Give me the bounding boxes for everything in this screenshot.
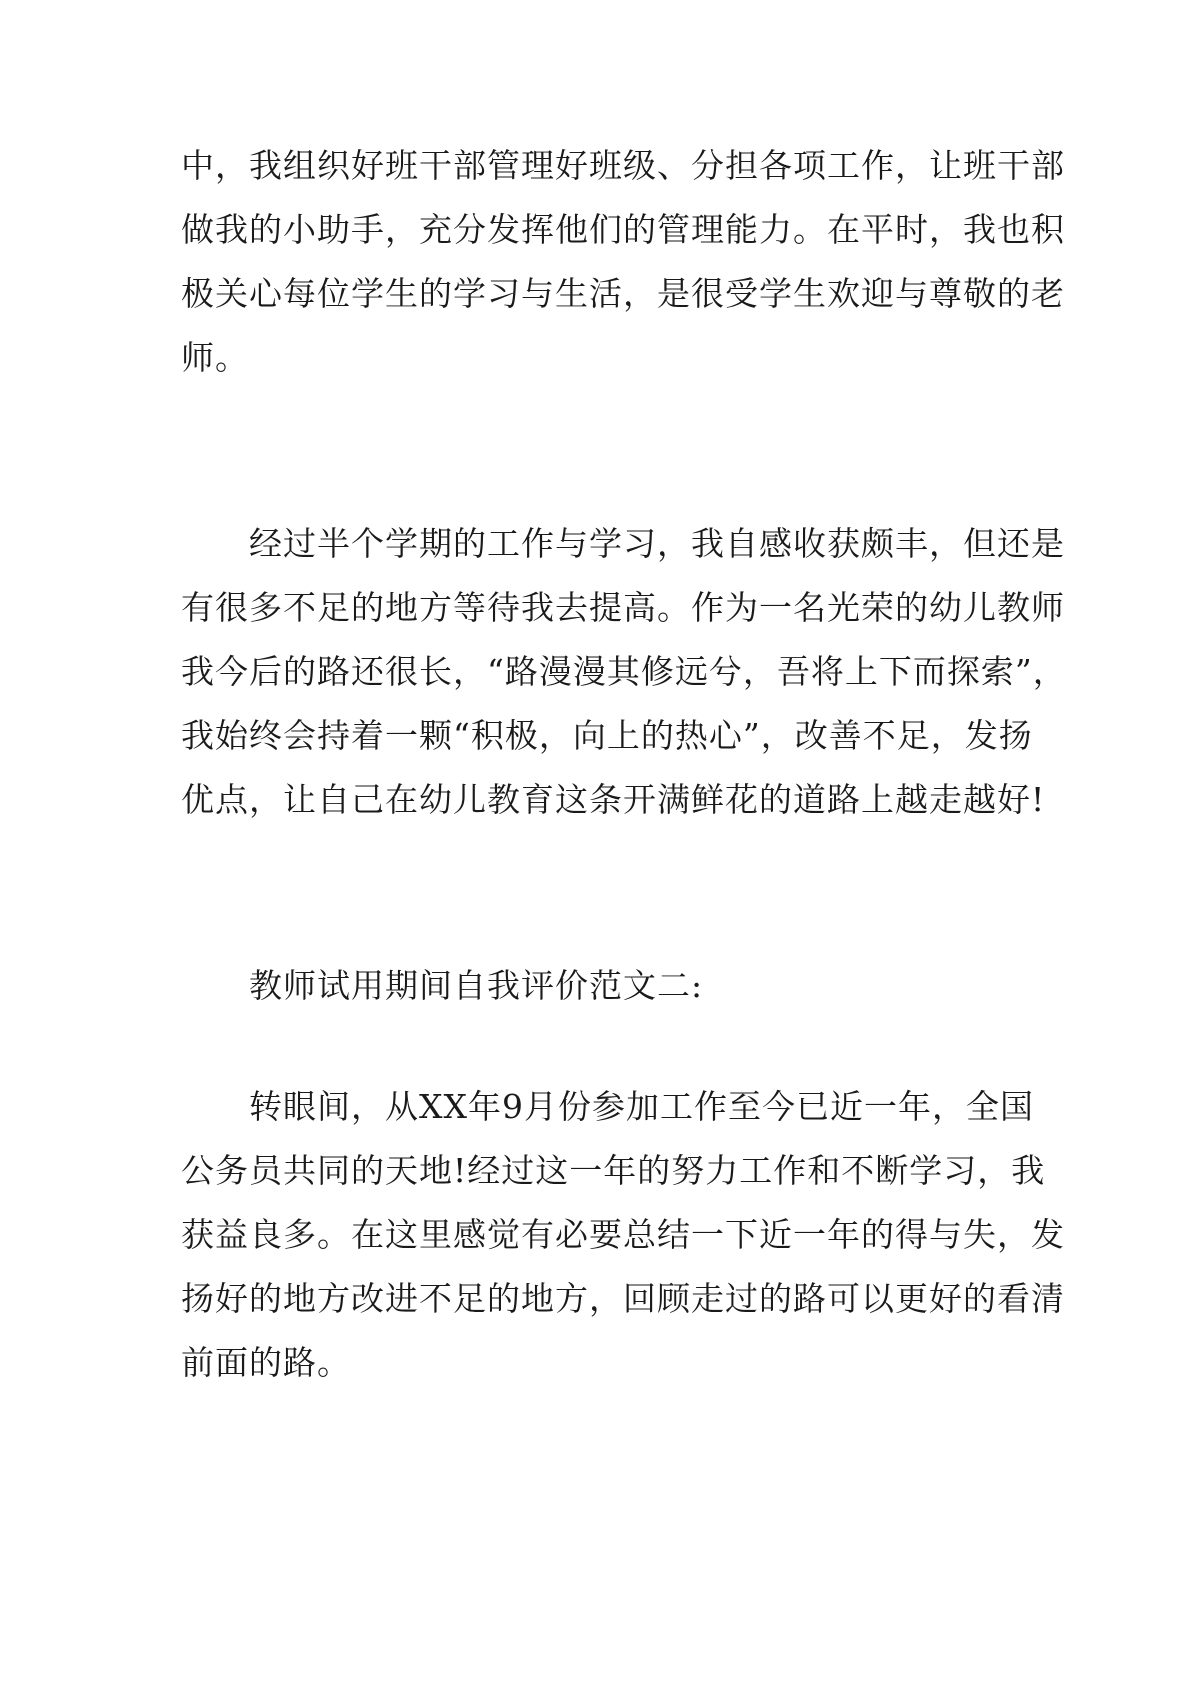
- paragraph-1-line-1: 中，我组织好班干部管理好班级、分担各项工作，让班干部: [181, 146, 1065, 185]
- paragraph-3-line-1: 转眼间，从XX年9月份参加工作至今已近一年，全国: [181, 1087, 1034, 1126]
- paragraph-2-line-1: 经过半个学期的工作与学习，我自感收获颇丰，但还是: [181, 524, 1065, 563]
- paragraph-1-line-3: 极关心每位学生的学习与生活，是很受学生欢迎与尊敬的老: [181, 274, 1065, 313]
- paragraph-3-line-2: 公务员共同的天地!经过这一年的努力工作和不断学习，我: [181, 1151, 1046, 1190]
- paragraph-2-line-5: 优点，让自己在幼儿教育这条开满鲜花的道路上越走越好!: [181, 780, 1046, 819]
- paragraph-2-line-3: 我今后的路还很长，“路漫漫其修远兮，吾将上下而探索”，: [181, 652, 1067, 691]
- paragraph-2-line-2: 有很多不足的地方等待我去提高。作为一名光荣的幼儿教师: [181, 588, 1065, 627]
- paragraph-3-line-4: 扬好的地方改进不足的地方，回顾走过的路可以更好的看清: [181, 1279, 1065, 1318]
- paragraph-3-line-5: 前面的路。: [181, 1343, 351, 1382]
- paragraph-2-line-4: 我始终会持着一颗“积极，向上的热心”，改善不足，发扬: [181, 716, 1033, 755]
- paragraph-1-line-4: 师。: [181, 338, 249, 377]
- paragraph-3-line-3: 获益良多。在这里感觉有必要总结一下近一年的得与失，发: [181, 1215, 1065, 1254]
- paragraph-1-line-2: 做我的小助手，充分发挥他们的管理能力。在平时，我也积: [181, 210, 1065, 249]
- section-heading: 教师试用期间自我评价范文二:: [181, 966, 704, 1005]
